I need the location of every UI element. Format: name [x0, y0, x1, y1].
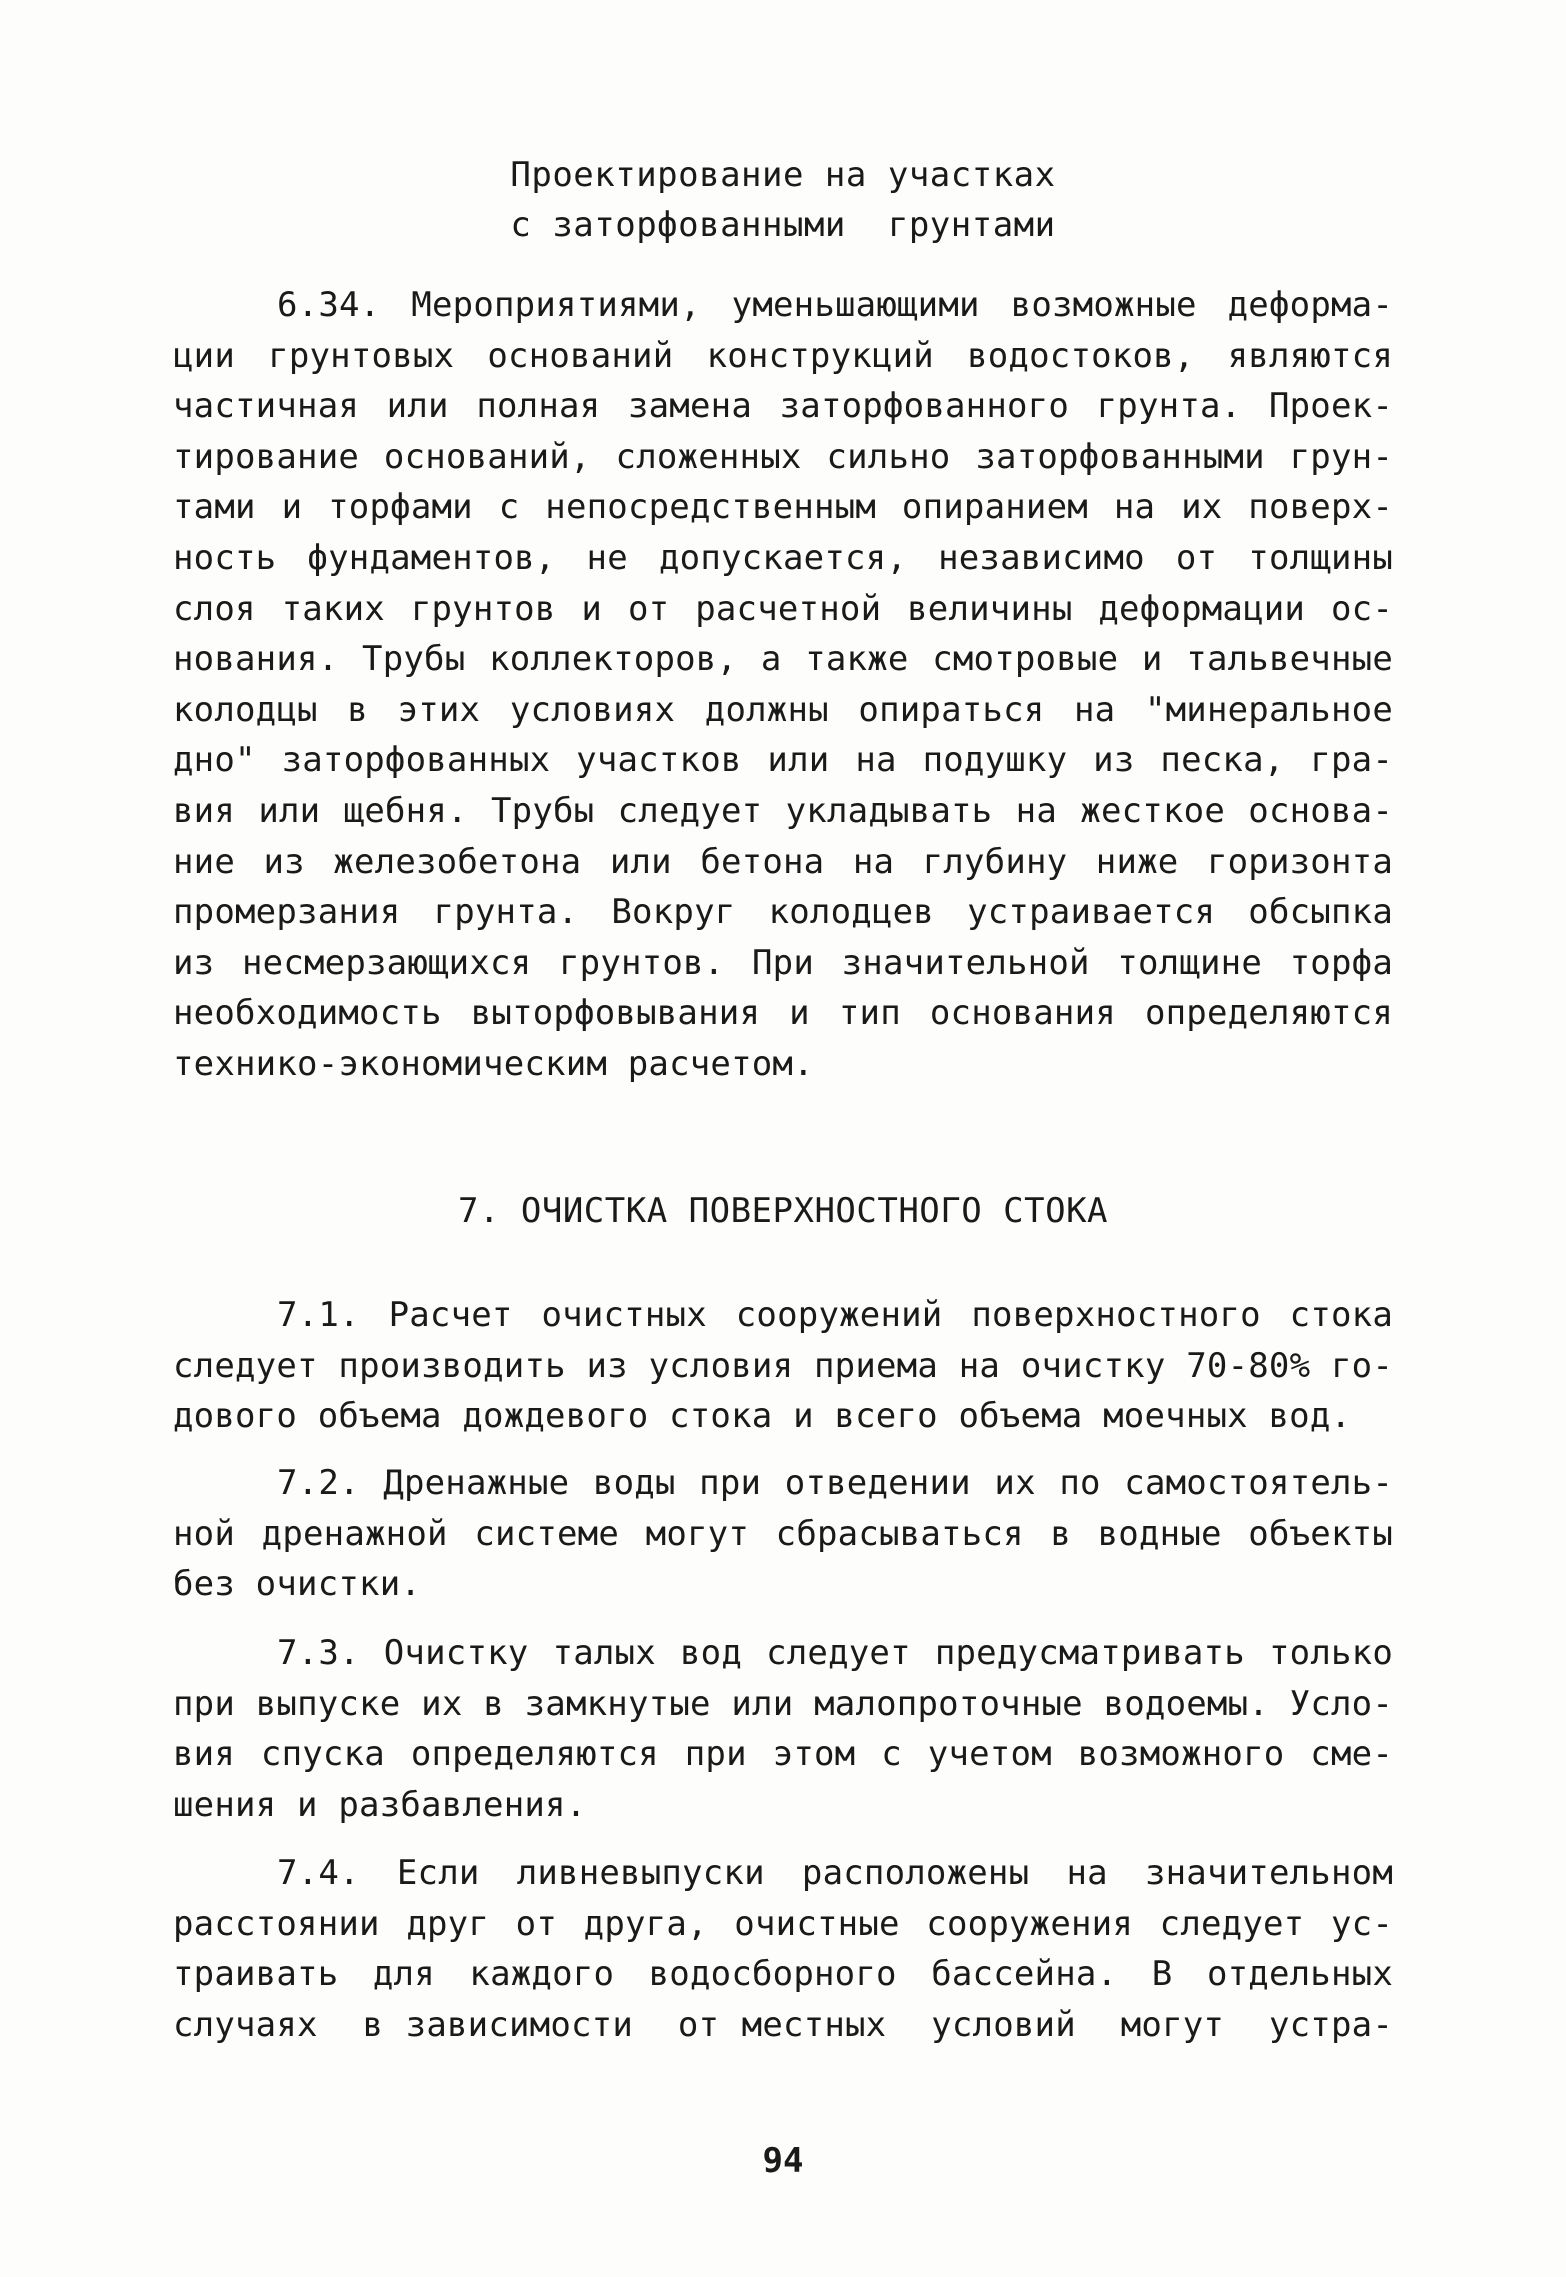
paragraph-line: 7.4. Если ливневыпуски расположены на значительном	[277, 1853, 1393, 1893]
paragraph-line: вия спуска определяются при этом с учетом возможного сме-	[173, 1734, 1393, 1775]
paragraph-line: промерзания грунта. Вокруг колодцев устраивается обсыпка	[173, 892, 1393, 933]
page-number: 94	[762, 2141, 804, 2181]
paragraph-line: ность фундаментов, не допускается, независимо от толщины	[173, 537, 1393, 578]
paragraph-line: ние из железобетона или бетона на глубину ниже горизонта	[173, 841, 1393, 882]
subsection-heading-line-2: с заторфованными грунтами	[510, 205, 1056, 245]
paragraph-line: ции грунтовых оснований конструкций водостоков, являются	[173, 335, 1393, 376]
paragraph-line: технико-экономическим расчетом.	[173, 1043, 814, 1084]
paragraph-line: частичная или полная замена заторфованного грунта. Проек-	[173, 386, 1393, 427]
subsection-heading	[0, 150, 1566, 250]
paragraph-line: траивать для каждого водосборного бассейна. В отдельных	[173, 1954, 1393, 1995]
paragraph-line: случаях в зависимости от местных условий могут устра-	[173, 2004, 1393, 2045]
paragraph-line: следует производить из условия приема на очистку 70-80% го-	[173, 1345, 1393, 1386]
paragraph-line: расстоянии друг от друга, очистные сооружения следует ус-	[173, 1903, 1393, 1944]
paragraph-line: вия или щебня. Трубы следует укладывать на жесткое основа-	[173, 790, 1393, 831]
paragraph-line: без очистки.	[173, 1564, 422, 1605]
paragraph-6-34	[173, 280, 1393, 1090]
paragraph-line: из несмерзающихся грунтов. При значительной толщине торфа	[173, 942, 1393, 983]
paragraph-line: 7.2. Дренажные воды при отведении их по самостоятель-	[277, 1463, 1393, 1503]
paragraph-line: дно" заторфованных участков или на подушку из песка, гра-	[173, 740, 1393, 781]
paragraph-7-2	[173, 1458, 1393, 1610]
paragraph-line: нования. Трубы коллекторов, а также смотровые и тальвечные	[173, 639, 1393, 680]
paragraph-line: тирование оснований, сложенных сильно заторфованными грун-	[173, 436, 1393, 477]
paragraph-7-1	[173, 1290, 1393, 1442]
chapter-title: 7. ОЧИСТКА ПОВЕРХНОСТНОГО СТОКА	[457, 1191, 1109, 1231]
paragraph-7-3	[173, 1628, 1393, 1830]
paragraph-7-4	[173, 1848, 1393, 2050]
paragraph-line: шения и разбавления.	[173, 1784, 587, 1825]
paragraph-line: необходимость выторфовывания и тип основания определяются	[173, 993, 1393, 1034]
paragraph-line: при выпуске их в замкнутые или малопроточные водоемы. Усло-	[173, 1683, 1393, 1724]
paragraph-line: ной дренажной системе могут сбрасываться в водные объекты	[173, 1513, 1393, 1554]
paragraph-line: слоя таких грунтов и от расчетной величины деформации ос-	[173, 588, 1393, 629]
paragraph-line: 7.3. Очистку талых вод следует предусматривать только	[277, 1633, 1393, 1673]
subsection-heading-line-1: Проектирование на участках	[510, 155, 1056, 195]
paragraph-line: тами и торфами с непосредственным опиранием на их поверх-	[173, 487, 1393, 528]
paragraph-line: 7.1. Расчет очистных сооружений поверхностного стока	[277, 1295, 1393, 1335]
paragraph-line: дового объема дождевого стока и всего объема моечных вод.	[173, 1396, 1352, 1437]
paragraph-line: колодцы в этих условиях должны опираться на "минеральное	[173, 689, 1393, 730]
paragraph-line: 6.34. Мероприятиями, уменьшающими возможные деформа-	[277, 285, 1393, 325]
